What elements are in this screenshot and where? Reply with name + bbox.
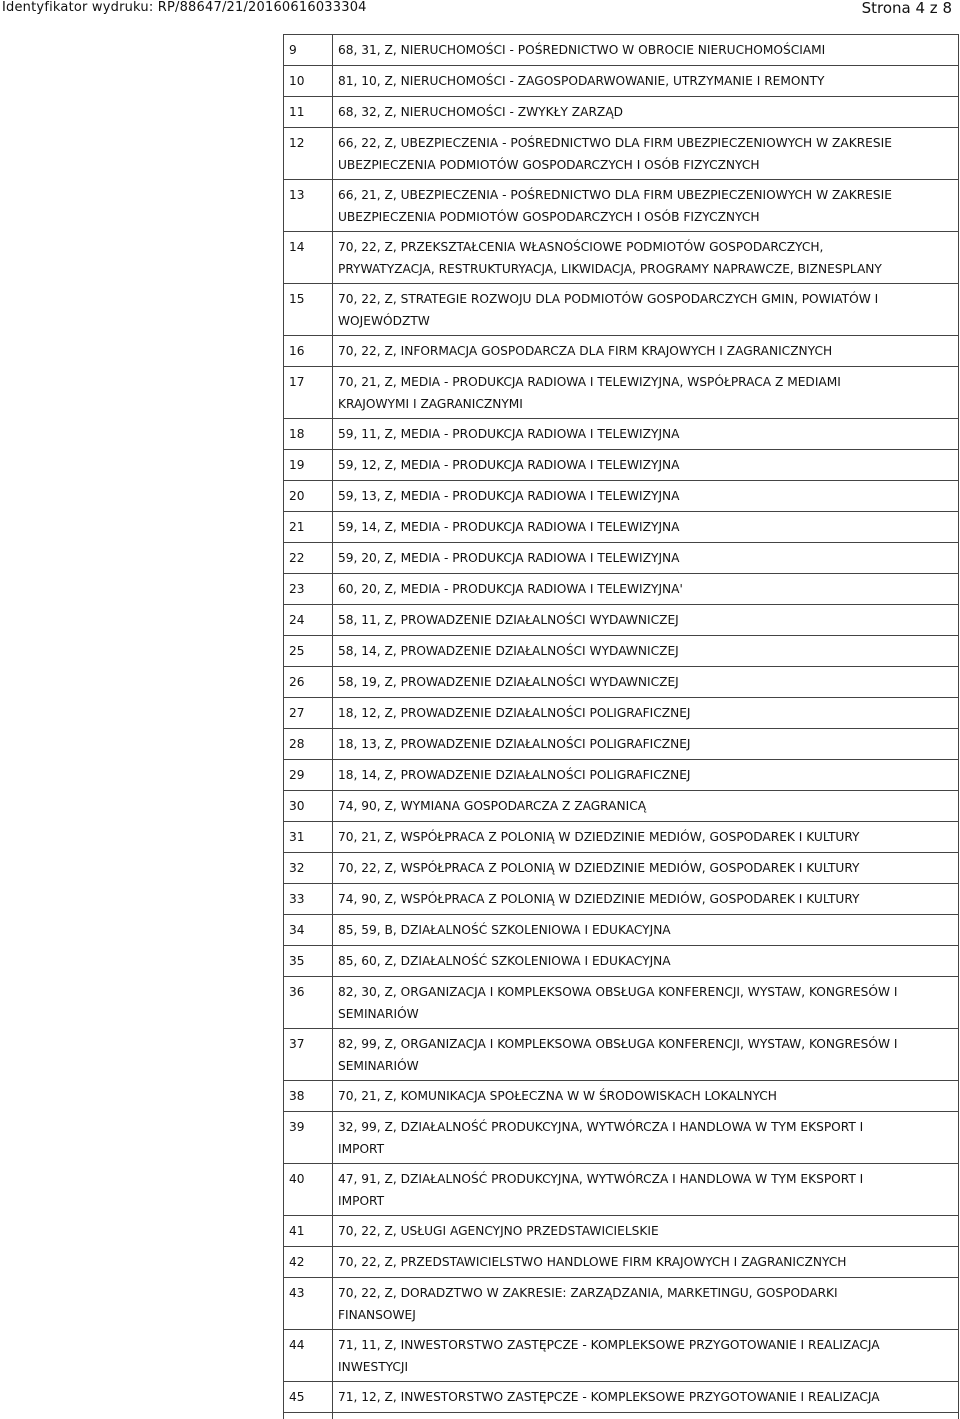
table-row (284, 180, 958, 232)
row-text: IMPORT (338, 1194, 385, 1208)
row-number: 10 (289, 74, 305, 88)
row-number: 35 (289, 954, 305, 968)
row-text: 70, 21, Z, WSPÓŁPRACA Z POLONIĄ W DZIEDZINIE MEDIÓW, GOSPODAREK I KULTURY (338, 830, 860, 844)
table-row (284, 977, 958, 1029)
table-row (284, 1330, 958, 1382)
table-row (284, 667, 958, 698)
table-row (284, 791, 958, 822)
row-text: 74, 90, Z, WSPÓŁPRACA Z POLONIĄ W DZIEDZINIE MEDIÓW, GOSPODAREK I KULTURY (338, 892, 860, 906)
row-number: 34 (289, 923, 305, 937)
row-text: KRAJOWYMI I ZAGRANICZNYMI (338, 397, 523, 411)
table-row (284, 367, 958, 419)
table-row (284, 729, 958, 760)
table-row (284, 760, 958, 791)
table-row (284, 232, 958, 284)
table-row (284, 66, 958, 97)
table-row (284, 1382, 958, 1413)
page-number: Strona 4 z 8 (861, 0, 952, 17)
row-text: 58, 11, Z, PROWADZENIE DZIAŁALNOŚCI WYDAWNICZEJ (338, 613, 679, 627)
row-number: 37 (289, 1037, 305, 1051)
row-number: 41 (289, 1224, 305, 1238)
table-row (284, 35, 958, 66)
row-number: 27 (289, 706, 305, 720)
table-row (284, 1112, 958, 1164)
row-number: 23 (289, 582, 305, 596)
row-number: 30 (289, 799, 305, 813)
row-number: 22 (289, 551, 305, 565)
row-number: 36 (289, 985, 305, 999)
table-row (284, 853, 958, 884)
table-row (284, 543, 958, 574)
row-number: 9 (289, 43, 297, 57)
table-row (284, 419, 958, 450)
row-text: WOJEWÓDZTW (338, 314, 430, 328)
row-text: 60, 20, Z, MEDIA - PRODUKCJA RADIOWA I TELEWIZYJNA' (338, 582, 683, 596)
row-text: 66, 22, Z, UBEZPIECZENIA - POŚREDNICTWO DLA FIRM UBEZPIECZENIOWYCH W ZAKRESIE (338, 136, 892, 150)
row-text: 59, 12, Z, MEDIA - PRODUKCJA RADIOWA I TELEWIZYJNA (338, 458, 680, 472)
table-row (284, 636, 958, 667)
table-row (284, 1029, 958, 1081)
table-row (284, 1216, 958, 1247)
table-row (284, 512, 958, 543)
row-text: 58, 14, Z, PROWADZENIE DZIAŁALNOŚCI WYDAWNICZEJ (338, 644, 679, 658)
row-number: 16 (289, 344, 305, 358)
row-number: 45 (289, 1390, 305, 1404)
row-text: SEMINARIÓW (338, 1007, 419, 1021)
row-number: 20 (289, 489, 305, 503)
row-text: 18, 12, Z, PROWADZENIE DZIAŁALNOŚCI POLIGRAFICZNEJ (338, 706, 691, 720)
row-number: 25 (289, 644, 305, 658)
row-number: 26 (289, 675, 305, 689)
activity-table (283, 34, 959, 1419)
table-row (284, 336, 958, 367)
row-text: 59, 20, Z, MEDIA - PRODUKCJA RADIOWA I TELEWIZYJNA (338, 551, 680, 565)
table-row (284, 1164, 958, 1216)
row-text: 70, 22, Z, WSPÓŁPRACA Z POLONIĄ W DZIEDZINIE MEDIÓW, GOSPODAREK I KULTURY (338, 861, 860, 875)
page-header (0, 0, 960, 18)
table-row (284, 1278, 958, 1330)
row-number: 33 (289, 892, 305, 906)
row-text: 71, 12, Z, INWESTORSTWO ZASTĘPCZE - KOMPLEKSOWE PRZYGOTOWANIE I REALIZACJA (338, 1390, 880, 1404)
row-number: 40 (289, 1172, 305, 1186)
table-row (284, 698, 958, 729)
table-row (284, 822, 958, 853)
row-text: SEMINARIÓW (338, 1059, 419, 1073)
row-text: 32, 99, Z, DZIAŁALNOŚĆ PRODUKCYJNA, WYTWÓRCZA I HANDLOWA W TYM EKSPORT I (338, 1120, 864, 1134)
row-text: 59, 11, Z, MEDIA - PRODUKCJA RADIOWA I TELEWIZYJNA (338, 427, 680, 441)
table-row (284, 574, 958, 605)
row-text: PRYWATYZACJA, RESTRUKTURYACJA, LIKWIDACJA, PROGRAMY NAPRAWCZE, BIZNESPLANY (338, 262, 882, 276)
row-number: 11 (289, 105, 305, 119)
row-text: 58, 19, Z, PROWADZENIE DZIAŁALNOŚCI WYDAWNICZEJ (338, 675, 679, 689)
row-text: 68, 31, Z, NIERUCHOMOŚCI - POŚREDNICTWO W OBROCIE NIERUCHOMOŚCIAMI (338, 43, 826, 57)
row-number: 24 (289, 613, 305, 627)
print-identifier: Identyfikator wydruku: RP/88647/21/20160616033304 (2, 0, 367, 15)
row-number: 38 (289, 1089, 305, 1103)
table-row (284, 915, 958, 946)
table-row (284, 884, 958, 915)
table-row (284, 128, 958, 180)
row-text: 70, 22, Z, PRZEKSZTAŁCENIA WŁASNOŚCIOWE PODMIOTÓW GOSPODARCZYCH, (338, 240, 824, 254)
row-text: 47, 91, Z, DZIAŁALNOŚĆ PRODUKCYJNA, WYTWÓRCZA I HANDLOWA W TYM EKSPORT I (338, 1172, 864, 1186)
row-text: 59, 13, Z, MEDIA - PRODUKCJA RADIOWA I TELEWIZYJNA (338, 489, 680, 503)
row-number: 21 (289, 520, 305, 534)
row-number: 18 (289, 427, 305, 441)
table-row (284, 946, 958, 977)
row-text: UBEZPIECZENIA PODMIOTÓW GOSPODARCZYCH I OSÓB FIZYCZNYCH (338, 158, 760, 172)
row-text: 82, 99, Z, ORGANIZACJA I KOMPLEKSOWA OBSŁUGA KONFERENCJI, WYSTAW, KONGRESÓW I (338, 1037, 898, 1051)
row-text: 70, 22, Z, STRATEGIE ROZWOJU DLA PODMIOTÓW GOSPODARCZYCH GMIN, POWIATÓW I (338, 292, 879, 306)
row-text: 70, 22, Z, INFORMACJA GOSPODARCZA DLA FIRM KRAJOWYCH I ZAGRANICZNYCH (338, 344, 833, 358)
table-row (284, 605, 958, 636)
row-number: 17 (289, 375, 305, 389)
row-text: 85, 59, B, DZIAŁALNOŚĆ SZKOLENIOWA I EDUKACYJNA (338, 923, 671, 937)
row-number: 42 (289, 1255, 305, 1269)
row-text: UBEZPIECZENIA PODMIOTÓW GOSPODARCZYCH I OSÓB FIZYCZNYCH (338, 210, 760, 224)
row-number: 15 (289, 292, 305, 306)
table-row (284, 481, 958, 512)
row-text: 74, 90, Z, WYMIANA GOSPODARCZA Z ZAGRANICĄ (338, 799, 647, 813)
row-text: FINANSOWEJ (338, 1308, 416, 1322)
row-text: 70, 22, Z, PRZEDSTAWICIELSTWO HANDLOWE FIRM KRAJOWYCH I ZAGRANICZNYCH (338, 1255, 847, 1269)
row-number: 44 (289, 1338, 305, 1352)
row-text: 70, 22, Z, DORADZTWO W ZAKRESIE: ZARZĄDZANIA, MARKETINGU, GOSPODARKI (338, 1286, 838, 1300)
row-text: 70, 22, Z, USŁUGI AGENCYJNO PRZEDSTAWICIELSKIE (338, 1224, 659, 1238)
table-row (284, 450, 958, 481)
row-number: 29 (289, 768, 305, 782)
row-text: 18, 13, Z, PROWADZENIE DZIAŁALNOŚCI POLIGRAFICZNEJ (338, 737, 691, 751)
row-text: 82, 30, Z, ORGANIZACJA I KOMPLEKSOWA OBSŁUGA KONFERENCJI, WYSTAW, KONGRESÓW I (338, 985, 898, 999)
row-number: 28 (289, 737, 305, 751)
row-text: 85, 60, Z, DZIAŁALNOŚĆ SZKOLENIOWA I EDUKACYJNA (338, 954, 671, 968)
table-row (284, 97, 958, 128)
row-text: 66, 21, Z, UBEZPIECZENIA - POŚREDNICTWO DLA FIRM UBEZPIECZENIOWYCH W ZAKRESIE (338, 188, 892, 202)
row-text: 68, 32, Z, NIERUCHOMOŚCI - ZWYKŁY ZARZĄD (338, 105, 624, 119)
row-number: 43 (289, 1286, 305, 1300)
row-number: 31 (289, 830, 305, 844)
row-text: 59, 14, Z, MEDIA - PRODUKCJA RADIOWA I TELEWIZYJNA (338, 520, 680, 534)
table-row (284, 284, 958, 336)
row-text: 81, 10, Z, NIERUCHOMOŚCI - ZAGOSPODARWOWANIE, UTRZYMANIE I REMONTY (338, 74, 825, 88)
table-row (284, 1081, 958, 1112)
row-text: INWESTYCJI (338, 1360, 409, 1374)
row-text: 70, 21, Z, KOMUNIKACJA SPOŁECZNA W W ŚRODOWISKACH LOKALNYCH (338, 1089, 777, 1103)
row-number: 14 (289, 240, 305, 254)
row-number: 19 (289, 458, 305, 472)
table-row (284, 1247, 958, 1278)
row-text: IMPORT (338, 1142, 385, 1156)
row-number: 13 (289, 188, 305, 202)
row-text: 70, 21, Z, MEDIA - PRODUKCJA RADIOWA I TELEWIZYJNA, WSPÓŁPRACA Z MEDIAMI (338, 375, 841, 389)
row-number: 39 (289, 1120, 305, 1134)
row-text: 71, 11, Z, INWESTORSTWO ZASTĘPCZE - KOMPLEKSOWE PRZYGOTOWANIE I REALIZACJA (338, 1338, 880, 1352)
row-text: 18, 14, Z, PROWADZENIE DZIAŁALNOŚCI POLIGRAFICZNEJ (338, 768, 691, 782)
row-number: 12 (289, 136, 305, 150)
row-number: 32 (289, 861, 305, 875)
